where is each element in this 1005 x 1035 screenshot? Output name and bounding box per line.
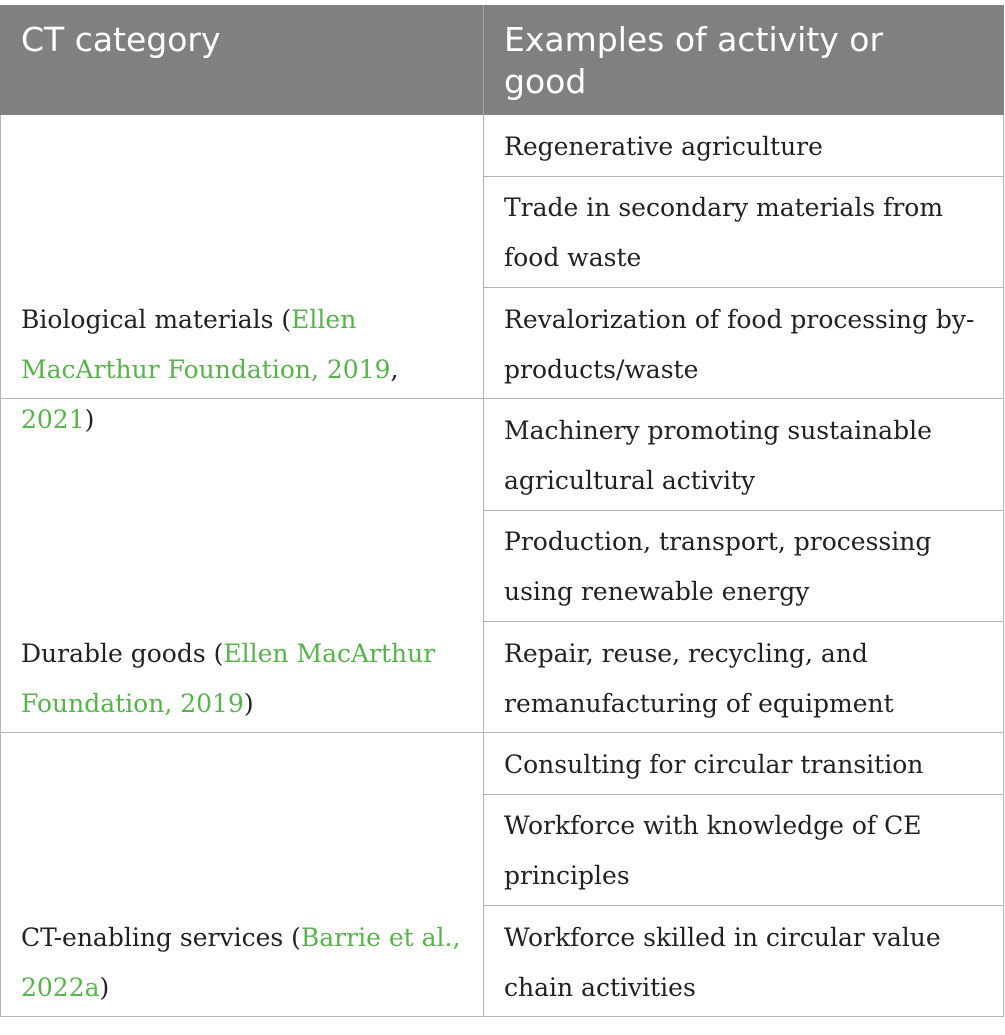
table-left-border [0,115,1,1017]
table-bottom-border [0,1016,1004,1017]
category-ct-enabling-services: CT-enabling services (Barrie et al., 2022a) [21,923,461,1002]
example-cell: Repair, reuse, recycling, and remanufacturing of equipment [504,639,894,718]
example-cell: Revalorization of food processing by-products/waste [504,305,975,384]
row-separator [483,510,1004,511]
row-separator [483,794,1004,795]
example-cell: Consulting for circular transition [504,750,924,779]
example-cell: Regenerative agriculture [504,132,823,161]
group-separator [0,732,1004,733]
example-cell: Machinery promoting sustainable agricultural activity [504,416,932,495]
citation-link[interactable]: Barrie et al., 2022a [21,923,461,1002]
example-cell: Workforce skilled in circular value chain activities [504,923,941,1002]
header-examples: Examples of activity or good [504,20,884,101]
table-right-border [1003,115,1004,1017]
category-durable-goods: Durable goods (Ellen MacArthur Foundation, 2019) [21,639,436,718]
table-header [0,5,1004,115]
row-separator [483,176,1004,177]
example-cell: Workforce with knowledge of CE principles [504,811,922,890]
citation-link[interactable]: 2021 [21,405,85,434]
example-cell: Trade in secondary materials from food waste [504,193,944,272]
category-biological-materials: Biological materials (Ellen MacArthur Foundation, 2019, 2021) [21,305,399,434]
header-divider [483,5,484,115]
header-ct-category: CT category [21,20,221,59]
citation-link[interactable]: Ellen MacArthur Foundation, 2019 [21,639,436,718]
column-divider [483,115,484,1017]
row-separator [483,621,1004,622]
row-separator [483,905,1004,906]
row-separator [483,287,1004,288]
citation-link[interactable]: Ellen MacArthur Foundation, 2019 [21,305,391,384]
example-cell: Production, transport, processing using renewable energy [504,527,932,606]
